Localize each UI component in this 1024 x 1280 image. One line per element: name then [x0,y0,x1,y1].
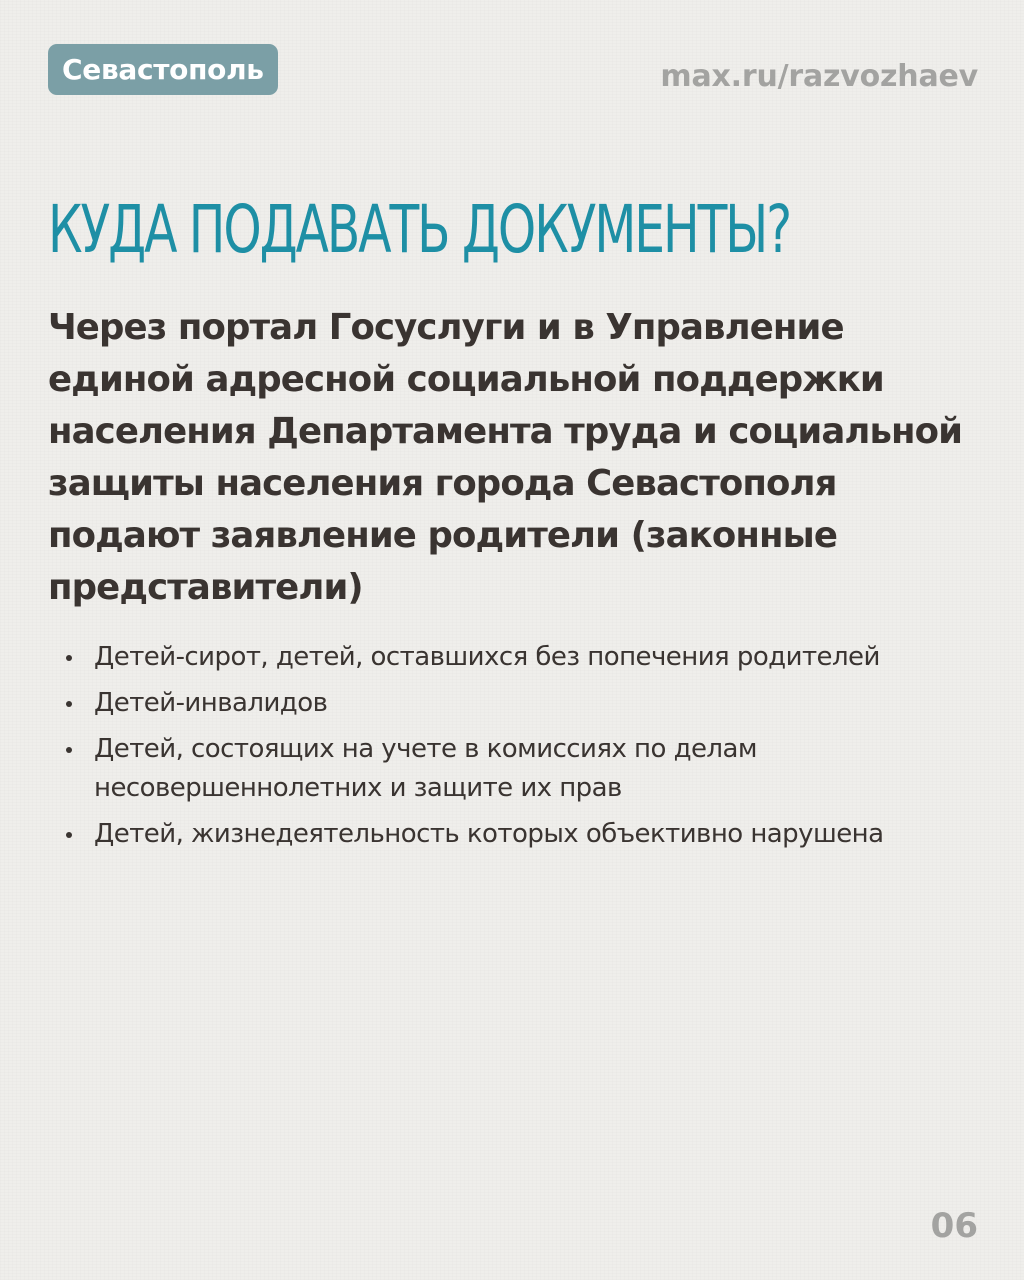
list-item-text: Детей, состоящих на учете в комиссиях по делам несовершеннолетних и защите их прав [94,734,757,803]
list-item-text: Детей-инвалидов [94,688,328,718]
list-item [62,730,972,808]
eligibility-list [62,638,972,861]
bullet-icon [66,747,72,753]
channel-link[interactable]: max.ru/razvozhaev [660,59,978,94]
list-item [62,815,972,854]
list-item-text: Детей-сирот, детей, оставшихся без попечения родителей [94,642,880,672]
bullet-icon [66,655,72,661]
city-badge: Севастополь [48,44,278,95]
list-item [62,684,972,723]
list-item [62,638,972,677]
page-title: КУДА ПОДАВАТЬ ДОКУМЕНТЫ? [48,191,790,268]
page-number: 06 [930,1206,978,1246]
bullet-icon [66,701,72,707]
bullet-icon [66,832,72,838]
list-item-text: Детей, жизнедеятельность которых объективно нарушена [94,819,884,849]
lead-paragraph: Через портал Госуслуги и в Управление единой адресной социальной поддержки населения Департамента труда и социальной защиты населения города Севастополя подают заявление родители (законные представители) [48,307,963,608]
